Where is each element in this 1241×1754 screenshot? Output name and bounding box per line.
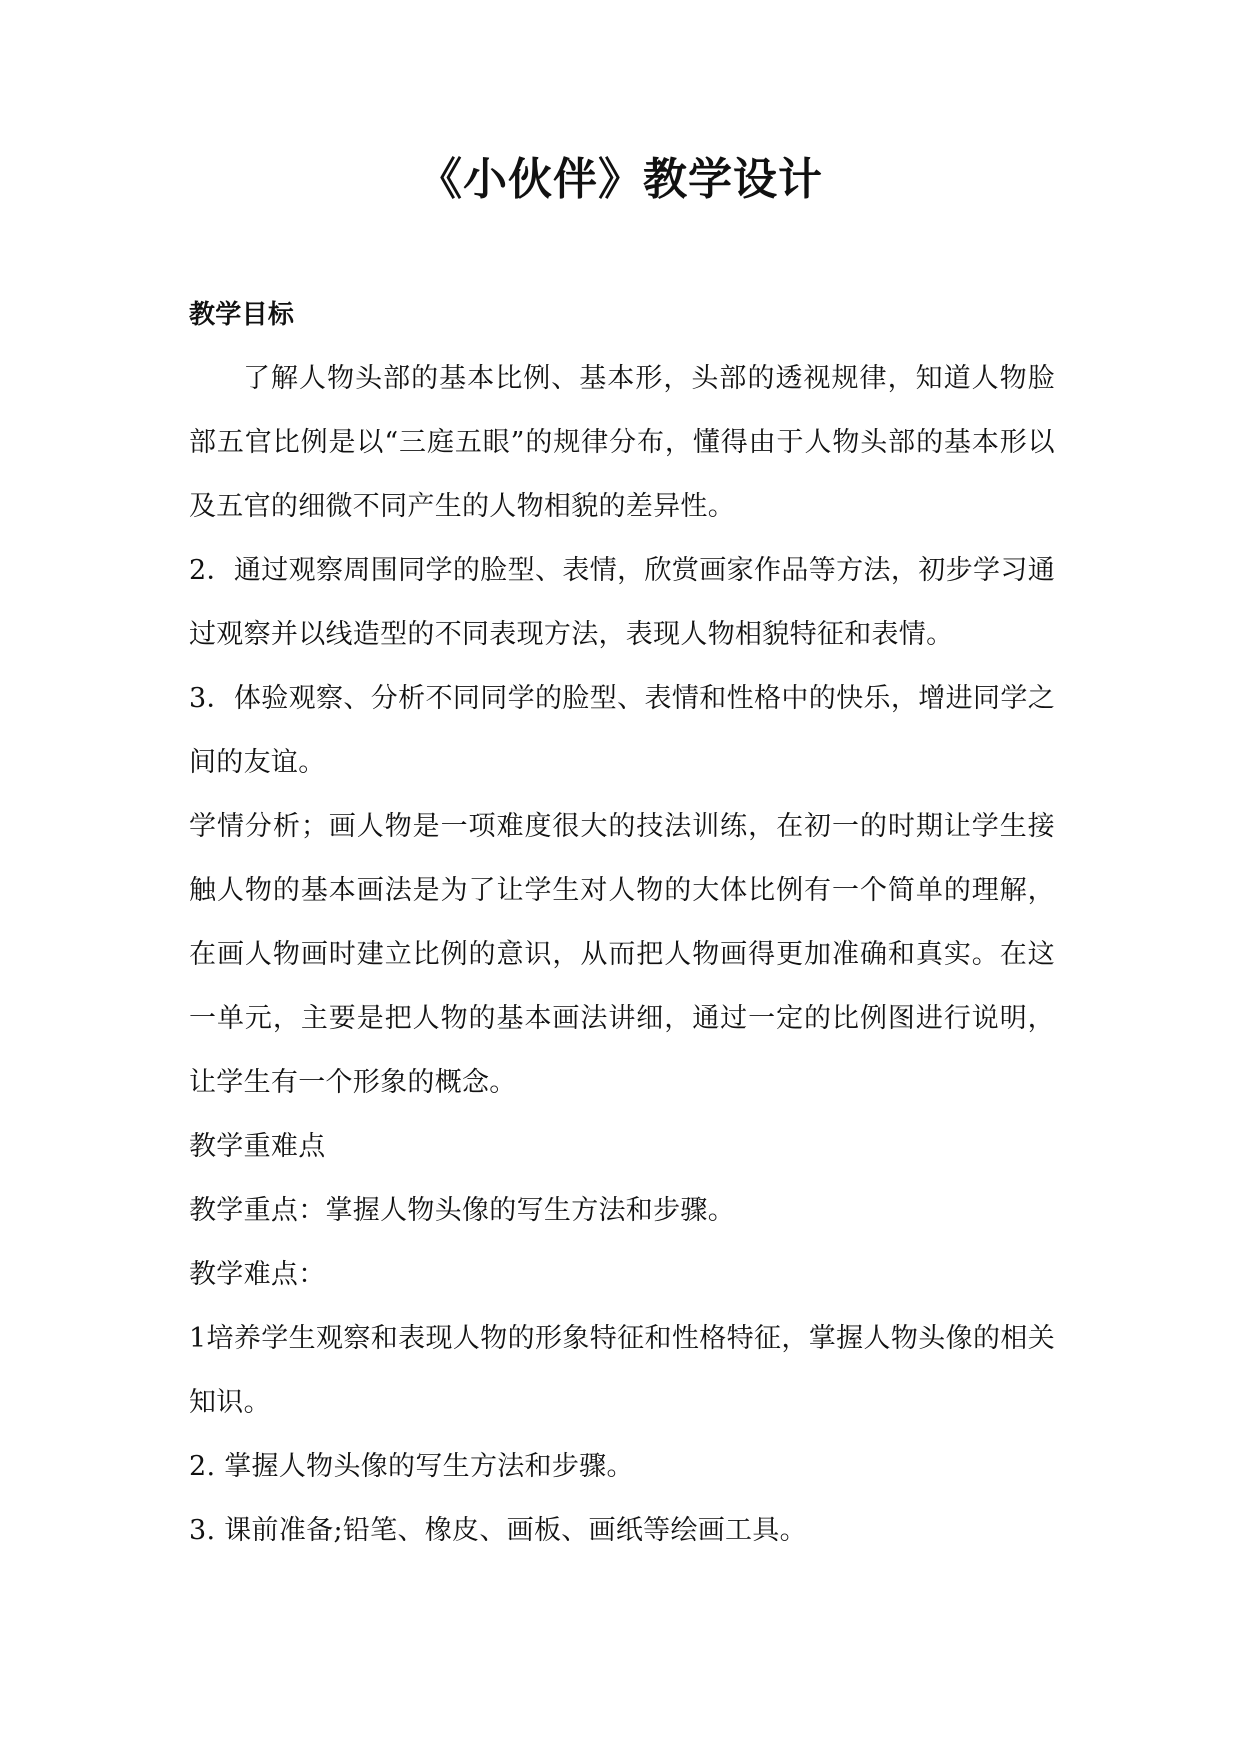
- objective-paragraph-2: 2．通过观察周围同学的脸型、表情，欣赏画家作品等方法，初步学习通过观察并以线造型的不同表现方法，表现人物相貌特征和表情。: [189, 555, 1055, 650]
- analysis-paragraph: 学情分析；画人物是一项难度很大的技法训练，在初一的时期让学生接触人物的基本画法是为了让学生对人物的大体比例有一个简单的理解，在画人物画时建立比例的意识，从而把人物画得更加准确和真实。在这一单元，主要是把人物的基本画法讲细，通过一定的比例图进行说明，让学生有一个形象的概念。: [189, 811, 1055, 1098]
- difficulty-paragraph-2: 2. 掌握人物头像的写生方法和步骤。: [189, 1451, 634, 1482]
- difficulty-heading: 教学难点：: [189, 1259, 326, 1290]
- objectives-heading: 教学目标: [189, 300, 295, 330]
- difficulty-paragraph-3: 3. 课前准备;铅笔、橡皮、画板、画纸等绘画工具。: [189, 1515, 807, 1546]
- difficulty-paragraph-1: 1培养学生观察和表现人物的形象特征和性格特征，掌握人物头像的相关知识。: [189, 1323, 1055, 1418]
- key-points-heading: 教学重难点: [189, 1131, 326, 1162]
- document-title: 《小伙伴》教学设计: [418, 154, 823, 205]
- objective-paragraph-1: 了解人物头部的基本比例、基本形，头部的透视规律，知道人物脸部五官比例是以“三庭五眼”的规律分布，懂得由于人物头部的基本形以及五官的细微不同产生的人物相貌的差异性。: [189, 363, 1055, 522]
- key-point-paragraph: 教学重点：掌握人物头像的写生方法和步骤。: [189, 1195, 735, 1226]
- objective-paragraph-3: 3．体验观察、分析不同同学的脸型、表情和性格中的快乐，增进同学之间的友谊。: [189, 683, 1055, 778]
- document-body: [189, 283, 1055, 1563]
